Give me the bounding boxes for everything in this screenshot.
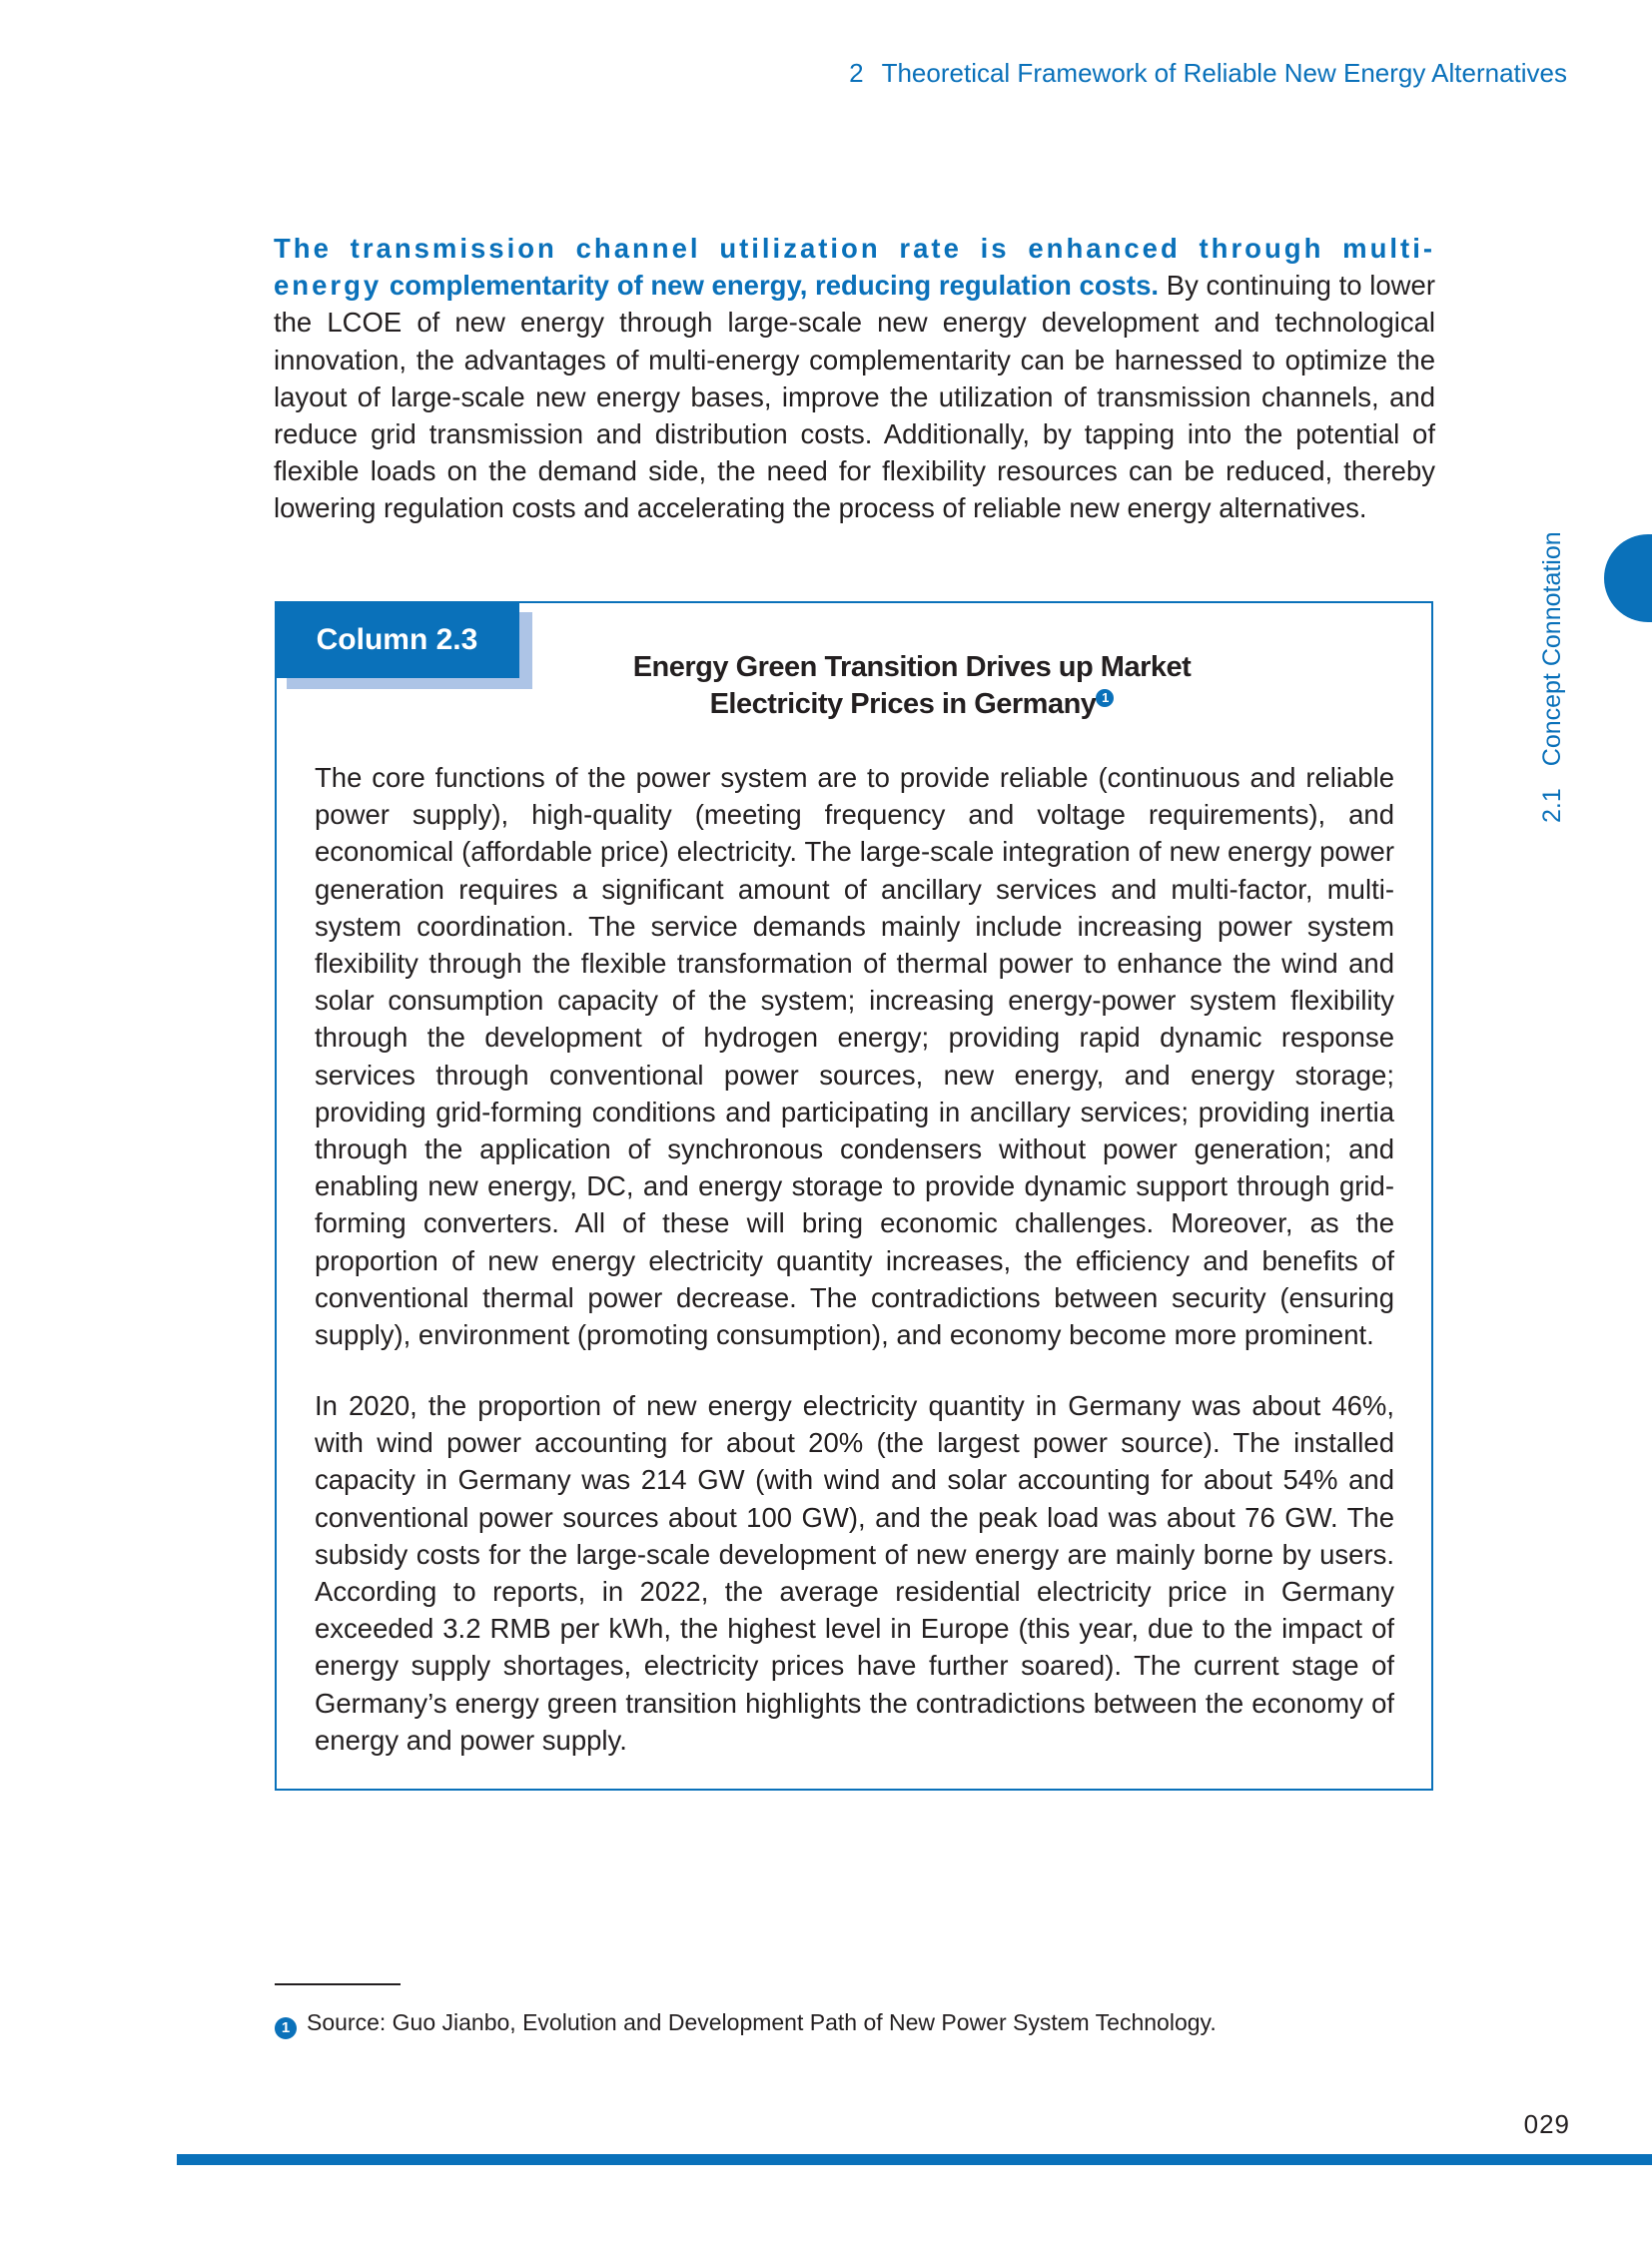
intro-body: By continuing to lower the LCOE of new energy through large-scale new energy development and technological innovation, the advantages of multi-energy complementarity can be harnessed to optimize the layout of large-scale new energy bases, improve the utilization of transmission channels, and reduce grid transmission and distribution costs. Additionally, by tapping into the potential of flexible loads on the demand side, the need for flexibility resources can be reduced, thereby lowering regulation costs and accelerating the process of reliable new energy alternatives. — [274, 270, 1435, 524]
footnote-divider — [275, 1983, 401, 1985]
running-head — [849, 58, 1567, 89]
intro-paragraph — [274, 230, 1435, 527]
section-number: 2.1 — [1538, 788, 1566, 823]
section-side-label — [1538, 531, 1567, 823]
footnote-marker-icon: 1 — [275, 2017, 297, 2039]
column-label: Column 2.3 — [275, 601, 519, 678]
section-title: Concept Connotation — [1538, 531, 1566, 767]
footnote-text: Source: Guo Jianbo, Evolution and Development Path of New Power System Technology. — [307, 2009, 1217, 2035]
column-paragraph-1: The core functions of the power system are to provide reliable (continuous and reliable power supply), high-quality (meeting frequency and voltage requirements), and economical (affordable price) electricity. The large-scale integration of new energy power generation requires a significant amount of ancillary services and multi-factor, multi-system coordination. The service demands mainly include increasing power system flexibility through the flexible transformation of thermal power to enhance the wind and solar consumption capacity of the system; increasing energy-power system flexibility through the development of hydrogen energy; providing rapid dynamic response services through conventional power sources, new energy, and energy storage; providing grid-forming conditions and participating in ancillary services; providing inertia through the application of synchronous condensers without power generation; and enabling new energy, DC, and energy storage to provide dynamic support through grid-forming converters. All of these will bring economic challenges. Moreover, as the proportion of new energy electricity quantity increases, the efficiency and benefits of conventional thermal power decrease. The contradictions between security (ensuring supply), environment (promoting consumption), and economy become more prominent. — [315, 762, 1394, 1351]
chapter-title: Theoretical Framework of Reliable New Energy Alternatives — [881, 58, 1567, 88]
page-number: 029 — [1523, 2109, 1570, 2139]
intro-lead-line2: complementarity of new energy, reducing regulation costs. — [389, 270, 1160, 302]
footnote — [275, 2009, 1217, 2039]
intro-lead-line1: The transmission channel utilization rate is enhanced through multi-energy — [274, 233, 1435, 302]
footnote-ref-icon[interactable]: 1 — [1096, 689, 1114, 707]
section-tab-marker — [1604, 534, 1652, 622]
bottom-bar — [177, 2154, 1652, 2165]
column-title-line1: Energy Green Transition Drives up Market — [632, 651, 1192, 683]
column-title-line2: Electricity Prices in Germany — [709, 688, 1097, 720]
chapter-number: 2 — [849, 58, 864, 88]
column-title — [519, 649, 1304, 723]
column-paragraph-2: In 2020, the proportion of new energy electricity quantity in Germany was about 46%, with wind power accounting for about 20% (the largest power source). The installed capacity in Germany was 214 GW (with wind and solar accounting for about 54% and conventional power sources about 100 GW), and the peak load was about 76 GW. The subsidy costs for the large-scale development of new energy are mainly borne by users. According to reports, in 2022, the average residential electricity price in Germany exceeded 3.2 RMB per kWh, the highest level in Europe (this year, due to the impact of energy supply shortages, electricity prices have further soared). The current stage of Germany’s energy green transition highlights the contradictions between the economy of energy and power supply. — [315, 1390, 1394, 1756]
